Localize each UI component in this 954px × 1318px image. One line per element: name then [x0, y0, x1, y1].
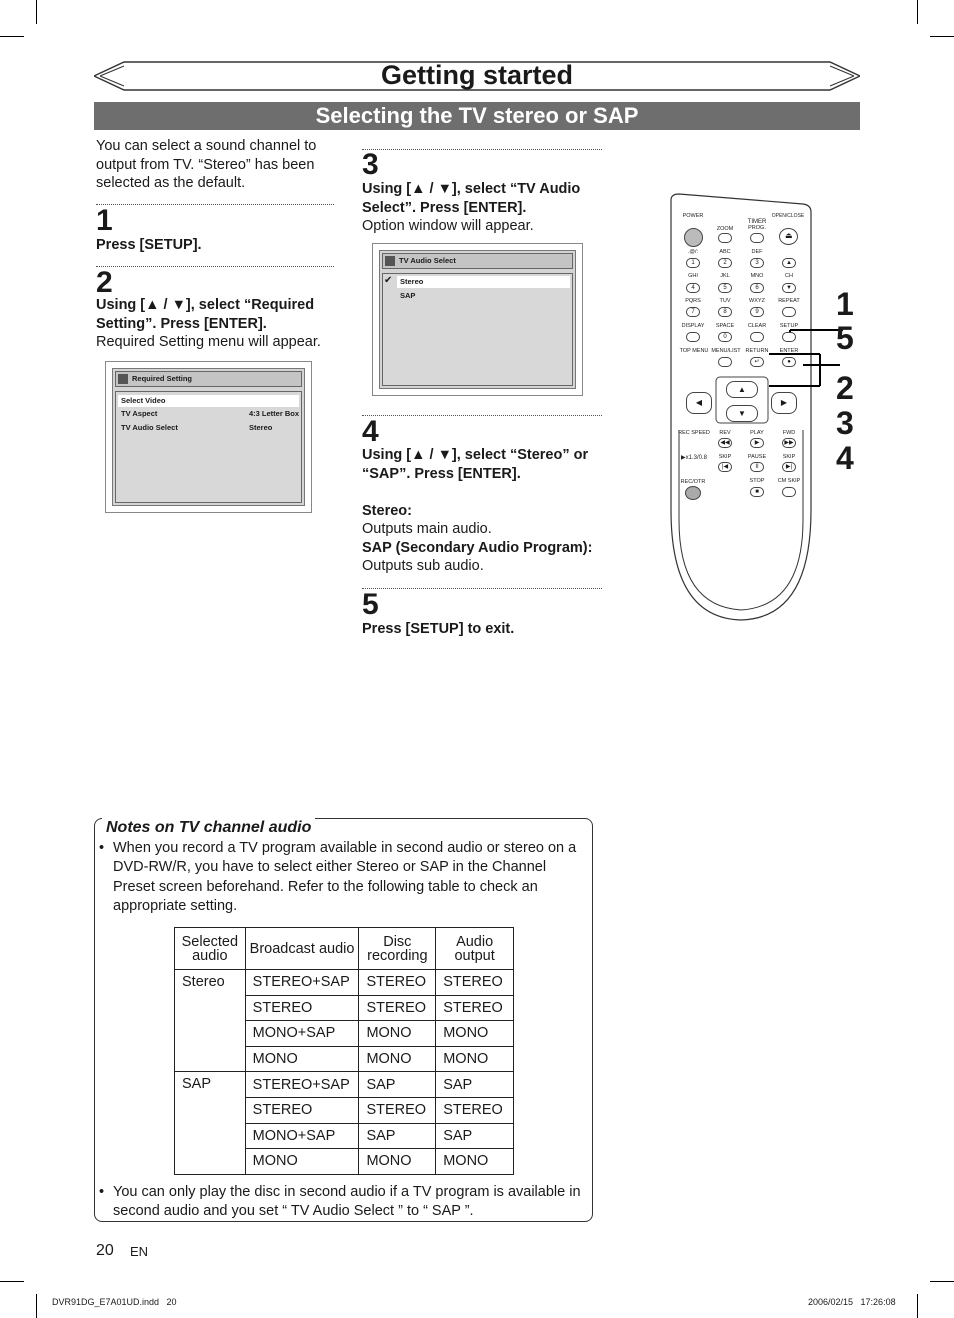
key-label: .@/: [687, 249, 699, 255]
rev-button[interactable]: ◀◀ [718, 438, 732, 448]
notes-title: Notes on TV channel audio [102, 818, 315, 838]
clear-label: CLEAR [747, 323, 767, 329]
footer-date: 2006/02/15 17:26:08 [808, 1297, 896, 1307]
key-label: PQRS [685, 298, 701, 304]
digit-2-button[interactable]: 2 [718, 258, 732, 268]
rec-speed-label: REC SPEED [678, 430, 710, 436]
table-cell: SAP [436, 1123, 514, 1149]
fwd-button[interactable]: ▶▶ [782, 438, 796, 448]
key-label: JKL [720, 273, 730, 279]
digit-1-button[interactable]: 1 [686, 258, 700, 268]
rec-otr-label: REC/OTR [680, 479, 706, 485]
sap-label: SAP (Secondary Audio Program): [362, 540, 593, 556]
table-cell: MONO [359, 1046, 436, 1072]
menu-row-value: 4:3 Letter Box [249, 409, 300, 418]
table-cell: MONO [245, 1149, 359, 1175]
crop-mark [36, 0, 37, 24]
key-label: WXYZ [749, 298, 765, 304]
table-cell: Stereo [175, 970, 246, 1072]
table-cell: MONO [245, 1046, 359, 1072]
check-icon: ✔ [384, 275, 393, 286]
table-cell: STEREO [359, 995, 436, 1021]
menu-list-label: MENU/LIST [711, 348, 741, 354]
step-number: 1 [96, 204, 113, 237]
open-close-label: OPEN/CLOSE [771, 213, 805, 219]
play-label: PLAY [750, 430, 764, 436]
table-cell: MONO [436, 1021, 514, 1047]
table-row [175, 1072, 514, 1098]
option-stereo[interactable] [397, 276, 570, 288]
table-cell: STEREO [436, 1097, 514, 1123]
digit-7-button[interactable]: 7 [686, 307, 700, 317]
enter-icon: ● [787, 359, 791, 365]
menu-row-label: Select Video [121, 396, 166, 405]
power-label: POWER [682, 213, 704, 219]
table-header: Broadcast audio [245, 928, 359, 970]
ch-label: CH [785, 273, 793, 279]
screen-title: Required Setting [132, 374, 193, 383]
table-cell: SAP [359, 1123, 436, 1149]
table-cell: SAP [359, 1072, 436, 1098]
rev-label: REV [719, 430, 731, 436]
menu-list-button[interactable] [718, 357, 732, 367]
timer-prog-button[interactable] [750, 233, 764, 243]
step-number: 4 [362, 415, 379, 448]
timer-label: TIMER [747, 219, 767, 225]
setup-icon [385, 256, 395, 266]
crop-mark [917, 0, 918, 24]
section-title: Selecting the TV stereo or SAP [94, 102, 860, 130]
callout-step: 3 [836, 405, 854, 441]
digit-9-button[interactable]: 9 [750, 307, 764, 317]
cm-skip-button[interactable] [782, 487, 796, 497]
table-cell: MONO [436, 1149, 514, 1175]
sap-text: Outputs sub audio. [362, 558, 484, 574]
table-cell: STEREO [359, 1097, 436, 1123]
key-label: GHI [688, 273, 698, 279]
menu-row-tv-audio-select[interactable] [118, 422, 299, 434]
setup-icon [118, 374, 128, 384]
play-button[interactable]: ▶ [750, 438, 764, 448]
callout-step: 4 [836, 440, 854, 476]
digit-4-button[interactable]: 4 [686, 283, 700, 293]
cm-skip-label: CM SKIP [777, 478, 801, 484]
digit-3-button[interactable]: 3 [750, 258, 764, 268]
table-cell: STEREO+SAP [245, 970, 359, 996]
screen-header [382, 253, 573, 269]
crop-mark [0, 36, 24, 37]
table-cell: MONO+SAP [245, 1021, 359, 1047]
clear-button[interactable] [750, 332, 764, 342]
step-instruction: Press [SETUP]. [96, 237, 202, 253]
setup-label: SETUP [779, 323, 799, 329]
crop-mark [36, 1294, 37, 1318]
table-header: Disc recording [359, 928, 436, 970]
setup-button[interactable] [782, 332, 796, 342]
table-header: Audio output [436, 928, 514, 970]
digit-8-button[interactable]: 8 [718, 307, 732, 317]
skip-back-button[interactable]: |◀ [718, 462, 732, 472]
step-instruction: Press [SETUP] to exit. [362, 621, 515, 637]
step-number: 2 [96, 266, 113, 299]
step-note: Required Setting menu will appear. [96, 334, 321, 350]
left-arrow-button[interactable]: ◀ [686, 392, 712, 414]
table-cell: STEREO+SAP [245, 1072, 359, 1098]
enter-label: ENTER [779, 348, 799, 354]
table-header: Selected audio [175, 928, 246, 970]
screen-header [115, 371, 302, 387]
stop-button[interactable]: ■ [750, 487, 764, 497]
stereo-label: Stereo: [362, 503, 412, 519]
open-close-button[interactable] [779, 228, 798, 245]
bullet-icon: • [99, 1184, 105, 1200]
power-button[interactable] [684, 228, 703, 247]
table-cell: MONO [436, 1046, 514, 1072]
digit-6-button[interactable]: 6 [750, 283, 764, 293]
table-row [175, 970, 514, 996]
display-label: DISPLAY [681, 323, 705, 329]
zoom-label: ZOOM [716, 226, 734, 232]
required-setting-screen [105, 361, 312, 513]
key-label: TUV [719, 298, 731, 304]
divider [96, 204, 334, 205]
step-instruction: Using [▲ / ▼], select “Stereo” or “SAP”. Press [ENTER]. [362, 447, 589, 482]
screen-title: TV Audio Select [399, 256, 456, 265]
table-cell: SAP [436, 1072, 514, 1098]
footer-file: DVR91DG_E7A01UD.indd 20 [52, 1297, 177, 1307]
skip-label: SKIP [718, 454, 732, 460]
down-arrow-button[interactable]: ▼ [726, 405, 758, 422]
pause-label: PAUSE [747, 454, 767, 460]
callout-step: 5 [836, 320, 854, 356]
step-number: 3 [362, 148, 379, 181]
audio-table [174, 927, 514, 1175]
key-label: ABC [719, 249, 731, 255]
ch-up-button[interactable]: ▲ [782, 258, 796, 268]
tv-audio-select-screen [372, 243, 583, 396]
page-title: Getting started [380, 60, 574, 90]
table-cell: MONO+SAP [245, 1123, 359, 1149]
ch-down-button[interactable]: ▼ [782, 283, 796, 293]
crop-mark [930, 36, 954, 37]
divider [362, 415, 602, 416]
zoom-button[interactable] [718, 233, 732, 243]
crop-mark [917, 1294, 918, 1318]
return-button[interactable] [750, 357, 764, 367]
option-label: Stereo [400, 277, 424, 286]
step-instruction: Using [▲ / ▼], select “Required Setting”. Press [ENTER]. [96, 297, 315, 332]
display-button[interactable] [686, 332, 700, 342]
key-label: MNO [750, 273, 764, 279]
rec-otr-button[interactable] [685, 486, 701, 500]
menu-row-value: Stereo [249, 423, 273, 432]
up-arrow-button[interactable]: ▲ [726, 381, 758, 398]
key-label: DEF [751, 249, 763, 255]
return-icon: ↵ [754, 359, 760, 365]
table-cell: STEREO [436, 995, 514, 1021]
table-cell: STEREO [359, 970, 436, 996]
notes-bullet: When you record a TV program available in second audio or stereo on a DVD-RW/R, you have to select either Stereo or SAP in the Channel Preset screen beforehand. Refer to the following table to check an appropriate setting. [113, 840, 577, 914]
callout-step: 2 [836, 370, 854, 406]
stereo-text: Outputs main audio. [362, 521, 492, 537]
table-cell: MONO [359, 1149, 436, 1175]
fwd-label: FWD [782, 430, 796, 436]
eject-icon: ⏏ [785, 231, 793, 240]
intro-text: You can select a sound channel to output from TV. “Stereo” has been selected as the default. [96, 138, 317, 191]
callout-step: 1 [836, 286, 854, 322]
menu-row-tv-aspect[interactable] [118, 408, 299, 420]
crop-mark [930, 1281, 954, 1282]
digit-5-button[interactable]: 5 [718, 283, 732, 293]
divider [362, 588, 602, 589]
right-arrow-button[interactable]: ▶ [771, 392, 797, 414]
skip-forward-button[interactable]: ▶| [782, 462, 796, 472]
top-menu-label: TOP MENU [679, 348, 709, 354]
table-cell: STEREO [245, 1097, 359, 1123]
divider [362, 149, 602, 150]
bullet-icon: • [99, 840, 105, 856]
menu-row-label: TV Aspect [121, 409, 158, 418]
table-cell: SAP [175, 1072, 246, 1174]
crop-mark [0, 1281, 24, 1282]
menu-row-select-video[interactable] [118, 395, 299, 407]
skip-label: SKIP [782, 454, 796, 460]
prog-label: PROG. [748, 225, 766, 231]
return-label: RETURN [745, 348, 769, 354]
option-label: SAP [400, 291, 416, 300]
page-lang: EN [130, 1244, 149, 1259]
table-cell: MONO [359, 1021, 436, 1047]
table-cell: STEREO [245, 995, 359, 1021]
repeat-label: REPEAT [778, 298, 800, 304]
stop-label: STOP [749, 478, 765, 484]
repeat-button[interactable] [782, 307, 796, 317]
divider [96, 266, 334, 267]
table-cell: STEREO [436, 970, 514, 996]
notes-bullet: You can only play the disc in second audio if a TV program is available in second audio and you set “ TV Audio Select ” to “ SAP ”. [113, 1184, 581, 1220]
step-instruction: Using [▲ / ▼], select “TV Audio Select”. Press [ENTER]. [362, 181, 581, 216]
speed-label: ▶x1.3/0.8 [681, 455, 707, 461]
digit-0-button[interactable]: 0 [718, 332, 732, 342]
step-note: Option window will appear. [362, 218, 534, 234]
pause-button[interactable]: II [750, 462, 764, 472]
page-number: 20 [96, 1242, 114, 1259]
key-label: SPACE [715, 323, 735, 329]
option-sap[interactable] [397, 290, 570, 302]
menu-row-label: TV Audio Select [121, 423, 178, 432]
enter-button[interactable] [782, 357, 796, 367]
step-number: 5 [362, 588, 379, 621]
